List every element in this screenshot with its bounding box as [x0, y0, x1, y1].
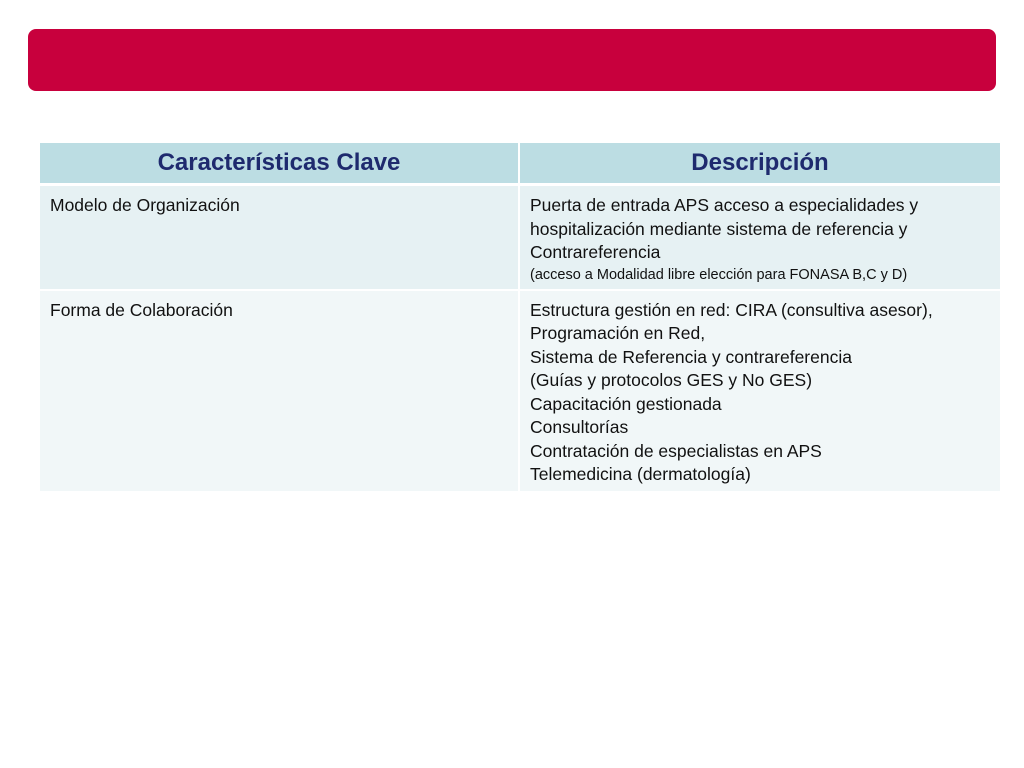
- description-line: Telemedicina (dermatología): [530, 464, 751, 484]
- description-line: Capacitación gestionada: [530, 393, 722, 414]
- description-line: Sistema de Referencia y contrareferencia: [530, 346, 852, 367]
- description-line: hospitalización mediante sistema de referencia y: [530, 218, 908, 239]
- description-line: Consultorías: [530, 417, 629, 437]
- row-key-organization-model: Modelo de Organización: [40, 186, 520, 291]
- header-description: Descripción: [520, 143, 1000, 186]
- table-row: [40, 186, 1000, 291]
- description-line: Estructura gestión en red: CIRA (consultiva asesor),: [530, 299, 933, 320]
- table-row: [40, 291, 1000, 491]
- description-line: Puerta de entrada APS acceso a especialidades y: [530, 195, 919, 215]
- row-key-collaboration-form: Forma de Colaboración: [40, 291, 520, 491]
- description-note: (acceso a Modalidad libre elección para FONASA B,C y D): [530, 266, 908, 283]
- description-line: Contrareferencia: [530, 242, 661, 262]
- row-description-collaboration-form: [520, 291, 1000, 491]
- row-description-organization-model: [520, 186, 1000, 291]
- description-line: Contratación de especialistas en APS: [530, 440, 822, 461]
- table-header-row: [40, 143, 1000, 186]
- description-line: Programación en Red,: [530, 323, 706, 343]
- key-characteristics-table: [40, 143, 1000, 491]
- description-line: (Guías y protocolos GES y No GES): [530, 370, 813, 390]
- header-characteristics: Características Clave: [40, 143, 520, 186]
- title-banner: [28, 29, 996, 91]
